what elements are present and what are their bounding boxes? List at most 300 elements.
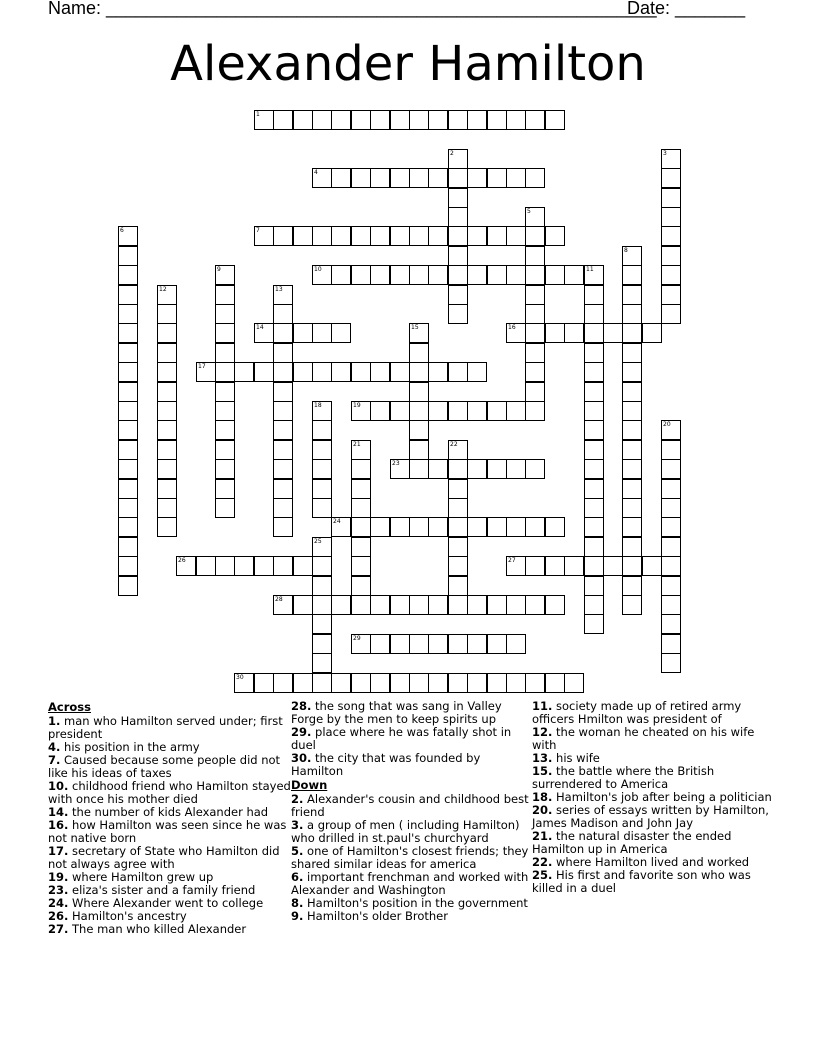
grid-cell[interactable] bbox=[448, 285, 468, 305]
grid-cell[interactable] bbox=[293, 673, 313, 693]
grid-cell[interactable] bbox=[157, 440, 177, 460]
grid-cell[interactable] bbox=[448, 459, 468, 479]
grid-cell[interactable] bbox=[273, 285, 293, 305]
grid-cell[interactable] bbox=[331, 595, 351, 615]
grid-cell[interactable] bbox=[661, 537, 681, 557]
grid-cell[interactable] bbox=[622, 285, 642, 305]
grid-cell[interactable] bbox=[564, 556, 584, 576]
grid-cell[interactable] bbox=[273, 479, 293, 499]
grid-cell[interactable] bbox=[118, 323, 138, 343]
grid-cell[interactable] bbox=[390, 226, 410, 246]
grid-cell[interactable] bbox=[584, 498, 604, 518]
grid-cell[interactable] bbox=[351, 673, 371, 693]
grid-cell[interactable] bbox=[525, 595, 545, 615]
grid-cell[interactable] bbox=[215, 304, 235, 324]
grid-cell[interactable] bbox=[487, 265, 507, 285]
grid-cell[interactable] bbox=[312, 498, 332, 518]
grid-cell[interactable] bbox=[215, 362, 235, 382]
grid-cell[interactable] bbox=[390, 401, 410, 421]
grid-cell[interactable] bbox=[273, 459, 293, 479]
grid-cell[interactable] bbox=[351, 595, 371, 615]
grid-cell[interactable] bbox=[545, 556, 565, 576]
grid-cell[interactable] bbox=[273, 362, 293, 382]
grid-cell[interactable] bbox=[525, 207, 545, 227]
grid-cell[interactable] bbox=[448, 168, 468, 188]
grid-cell[interactable] bbox=[409, 265, 429, 285]
grid-cell[interactable] bbox=[622, 382, 642, 402]
grid-cell[interactable] bbox=[525, 517, 545, 537]
grid-cell[interactable] bbox=[312, 226, 332, 246]
grid-cell[interactable] bbox=[351, 576, 371, 596]
grid-cell[interactable] bbox=[622, 537, 642, 557]
grid-cell[interactable] bbox=[215, 401, 235, 421]
grid-cell[interactable] bbox=[312, 614, 332, 634]
grid-cell[interactable] bbox=[622, 556, 642, 576]
grid-cell[interactable] bbox=[545, 110, 565, 130]
grid-cell[interactable] bbox=[118, 382, 138, 402]
grid-cell[interactable] bbox=[661, 653, 681, 673]
grid-cell[interactable] bbox=[273, 382, 293, 402]
grid-cell[interactable] bbox=[273, 420, 293, 440]
grid-cell[interactable] bbox=[370, 265, 390, 285]
grid-cell[interactable] bbox=[428, 401, 448, 421]
grid-cell[interactable] bbox=[312, 168, 332, 188]
grid-cell[interactable] bbox=[584, 537, 604, 557]
grid-cell[interactable] bbox=[506, 634, 526, 654]
grid-cell[interactable] bbox=[467, 362, 487, 382]
grid-cell[interactable] bbox=[293, 556, 313, 576]
grid-cell[interactable] bbox=[661, 595, 681, 615]
grid-cell[interactable] bbox=[273, 226, 293, 246]
grid-cell[interactable] bbox=[331, 517, 351, 537]
grid-cell[interactable] bbox=[370, 226, 390, 246]
grid-cell[interactable] bbox=[273, 323, 293, 343]
grid-cell[interactable] bbox=[157, 498, 177, 518]
grid-cell[interactable] bbox=[622, 498, 642, 518]
grid-cell[interactable] bbox=[467, 110, 487, 130]
grid-cell[interactable] bbox=[157, 323, 177, 343]
grid-cell[interactable] bbox=[273, 440, 293, 460]
grid-cell[interactable] bbox=[215, 343, 235, 363]
grid-cell[interactable] bbox=[487, 673, 507, 693]
grid-cell[interactable] bbox=[506, 673, 526, 693]
grid-cell[interactable] bbox=[215, 382, 235, 402]
grid-cell[interactable] bbox=[293, 362, 313, 382]
grid-cell[interactable] bbox=[448, 149, 468, 169]
grid-cell[interactable] bbox=[622, 265, 642, 285]
grid-cell[interactable] bbox=[545, 517, 565, 537]
grid-cell[interactable] bbox=[525, 110, 545, 130]
grid-cell[interactable] bbox=[622, 304, 642, 324]
grid-cell[interactable] bbox=[584, 576, 604, 596]
grid-cell[interactable] bbox=[215, 440, 235, 460]
grid-cell[interactable] bbox=[312, 634, 332, 654]
grid-cell[interactable] bbox=[545, 265, 565, 285]
grid-cell[interactable] bbox=[390, 110, 410, 130]
grid-cell[interactable] bbox=[661, 265, 681, 285]
grid-cell[interactable] bbox=[118, 343, 138, 363]
grid-cell[interactable] bbox=[157, 285, 177, 305]
grid-cell[interactable] bbox=[409, 168, 429, 188]
grid-cell[interactable] bbox=[622, 440, 642, 460]
grid-cell[interactable] bbox=[428, 595, 448, 615]
grid-cell[interactable] bbox=[390, 362, 410, 382]
grid-cell[interactable] bbox=[157, 304, 177, 324]
grid-cell[interactable] bbox=[525, 343, 545, 363]
grid-cell[interactable] bbox=[312, 479, 332, 499]
grid-cell[interactable] bbox=[622, 517, 642, 537]
grid-cell[interactable] bbox=[448, 226, 468, 246]
grid-cell[interactable] bbox=[157, 479, 177, 499]
grid-cell[interactable] bbox=[622, 459, 642, 479]
grid-cell[interactable] bbox=[351, 226, 371, 246]
grid-cell[interactable] bbox=[409, 517, 429, 537]
grid-cell[interactable] bbox=[215, 285, 235, 305]
grid-cell[interactable] bbox=[603, 323, 623, 343]
grid-cell[interactable] bbox=[467, 595, 487, 615]
grid-cell[interactable] bbox=[603, 556, 623, 576]
grid-cell[interactable] bbox=[661, 304, 681, 324]
grid-cell[interactable] bbox=[525, 673, 545, 693]
grid-cell[interactable] bbox=[661, 188, 681, 208]
grid-cell[interactable] bbox=[215, 323, 235, 343]
grid-cell[interactable] bbox=[157, 420, 177, 440]
grid-cell[interactable] bbox=[506, 226, 526, 246]
grid-cell[interactable] bbox=[312, 653, 332, 673]
grid-cell[interactable] bbox=[273, 595, 293, 615]
grid-cell[interactable] bbox=[487, 401, 507, 421]
grid-cell[interactable] bbox=[312, 459, 332, 479]
grid-cell[interactable] bbox=[118, 576, 138, 596]
grid-cell[interactable] bbox=[661, 634, 681, 654]
grid-cell[interactable] bbox=[215, 479, 235, 499]
grid-cell[interactable] bbox=[525, 304, 545, 324]
grid-cell[interactable] bbox=[409, 343, 429, 363]
grid-cell[interactable] bbox=[428, 634, 448, 654]
grid-cell[interactable] bbox=[312, 556, 332, 576]
grid-cell[interactable] bbox=[584, 614, 604, 634]
grid-cell[interactable] bbox=[487, 110, 507, 130]
grid-cell[interactable] bbox=[273, 556, 293, 576]
grid-cell[interactable] bbox=[351, 498, 371, 518]
grid-cell[interactable] bbox=[118, 498, 138, 518]
grid-cell[interactable] bbox=[506, 595, 526, 615]
grid-cell[interactable] bbox=[487, 634, 507, 654]
grid-cell[interactable] bbox=[661, 285, 681, 305]
grid-cell[interactable] bbox=[157, 382, 177, 402]
grid-cell[interactable] bbox=[448, 246, 468, 266]
grid-cell[interactable] bbox=[584, 265, 604, 285]
grid-cell[interactable] bbox=[584, 479, 604, 499]
grid-cell[interactable] bbox=[525, 401, 545, 421]
grid-cell[interactable] bbox=[293, 595, 313, 615]
grid-cell[interactable] bbox=[448, 556, 468, 576]
grid-cell[interactable] bbox=[351, 556, 371, 576]
grid-cell[interactable] bbox=[622, 479, 642, 499]
grid-cell[interactable] bbox=[584, 343, 604, 363]
grid-cell[interactable] bbox=[409, 110, 429, 130]
grid-cell[interactable] bbox=[661, 149, 681, 169]
grid-cell[interactable] bbox=[351, 634, 371, 654]
grid-cell[interactable] bbox=[331, 362, 351, 382]
grid-cell[interactable] bbox=[487, 517, 507, 537]
grid-cell[interactable] bbox=[506, 168, 526, 188]
grid-cell[interactable] bbox=[118, 479, 138, 499]
grid-cell[interactable] bbox=[196, 362, 216, 382]
grid-cell[interactable] bbox=[351, 517, 371, 537]
grid-cell[interactable] bbox=[622, 420, 642, 440]
grid-cell[interactable] bbox=[409, 440, 429, 460]
grid-cell[interactable] bbox=[118, 246, 138, 266]
grid-cell[interactable] bbox=[525, 323, 545, 343]
grid-cell[interactable] bbox=[254, 110, 274, 130]
grid-cell[interactable] bbox=[273, 110, 293, 130]
grid-cell[interactable] bbox=[584, 517, 604, 537]
grid-cell[interactable] bbox=[331, 265, 351, 285]
grid-cell[interactable] bbox=[622, 343, 642, 363]
grid-cell[interactable] bbox=[215, 420, 235, 440]
grid-cell[interactable] bbox=[370, 673, 390, 693]
grid-cell[interactable] bbox=[448, 304, 468, 324]
grid-cell[interactable] bbox=[351, 401, 371, 421]
grid-cell[interactable] bbox=[467, 634, 487, 654]
grid-cell[interactable] bbox=[467, 517, 487, 537]
grid-cell[interactable] bbox=[273, 304, 293, 324]
grid-cell[interactable] bbox=[370, 517, 390, 537]
grid-cell[interactable] bbox=[312, 673, 332, 693]
grid-cell[interactable] bbox=[545, 323, 565, 343]
grid-cell[interactable] bbox=[331, 226, 351, 246]
grid-cell[interactable] bbox=[622, 323, 642, 343]
grid-cell[interactable] bbox=[293, 323, 313, 343]
grid-cell[interactable] bbox=[525, 226, 545, 246]
grid-cell[interactable] bbox=[351, 362, 371, 382]
grid-cell[interactable] bbox=[448, 265, 468, 285]
grid-cell[interactable] bbox=[312, 420, 332, 440]
grid-cell[interactable] bbox=[331, 168, 351, 188]
grid-cell[interactable] bbox=[506, 110, 526, 130]
grid-cell[interactable] bbox=[312, 265, 332, 285]
grid-cell[interactable] bbox=[487, 168, 507, 188]
grid-cell[interactable] bbox=[661, 459, 681, 479]
grid-cell[interactable] bbox=[273, 498, 293, 518]
grid-cell[interactable] bbox=[564, 323, 584, 343]
grid-cell[interactable] bbox=[525, 168, 545, 188]
grid-cell[interactable] bbox=[215, 459, 235, 479]
grid-cell[interactable] bbox=[525, 362, 545, 382]
grid-cell[interactable] bbox=[506, 401, 526, 421]
grid-cell[interactable] bbox=[584, 420, 604, 440]
grid-cell[interactable] bbox=[118, 420, 138, 440]
grid-cell[interactable] bbox=[448, 498, 468, 518]
grid-cell[interactable] bbox=[409, 595, 429, 615]
grid-cell[interactable] bbox=[118, 556, 138, 576]
grid-cell[interactable] bbox=[545, 226, 565, 246]
grid-cell[interactable] bbox=[506, 323, 526, 343]
grid-cell[interactable] bbox=[273, 673, 293, 693]
grid-cell[interactable] bbox=[448, 673, 468, 693]
grid-cell[interactable] bbox=[448, 440, 468, 460]
grid-cell[interactable] bbox=[467, 459, 487, 479]
grid-cell[interactable] bbox=[390, 265, 410, 285]
grid-cell[interactable] bbox=[390, 459, 410, 479]
grid-cell[interactable] bbox=[331, 673, 351, 693]
grid-cell[interactable] bbox=[351, 440, 371, 460]
grid-cell[interactable] bbox=[331, 110, 351, 130]
grid-cell[interactable] bbox=[564, 265, 584, 285]
grid-cell[interactable] bbox=[506, 459, 526, 479]
grid-cell[interactable] bbox=[273, 517, 293, 537]
grid-cell[interactable] bbox=[390, 595, 410, 615]
grid-cell[interactable] bbox=[312, 323, 332, 343]
grid-cell[interactable] bbox=[351, 110, 371, 130]
grid-cell[interactable] bbox=[118, 265, 138, 285]
grid-cell[interactable] bbox=[642, 323, 662, 343]
grid-cell[interactable] bbox=[118, 537, 138, 557]
grid-cell[interactable] bbox=[390, 168, 410, 188]
grid-cell[interactable] bbox=[448, 576, 468, 596]
grid-cell[interactable] bbox=[370, 401, 390, 421]
grid-cell[interactable] bbox=[409, 420, 429, 440]
grid-cell[interactable] bbox=[428, 168, 448, 188]
grid-cell[interactable] bbox=[661, 420, 681, 440]
grid-cell[interactable] bbox=[390, 634, 410, 654]
grid-cell[interactable] bbox=[622, 362, 642, 382]
grid-cell[interactable] bbox=[234, 556, 254, 576]
grid-cell[interactable] bbox=[448, 479, 468, 499]
grid-cell[interactable] bbox=[254, 362, 274, 382]
grid-cell[interactable] bbox=[351, 168, 371, 188]
grid-cell[interactable] bbox=[448, 401, 468, 421]
grid-cell[interactable] bbox=[448, 537, 468, 557]
grid-cell[interactable] bbox=[409, 459, 429, 479]
grid-cell[interactable] bbox=[487, 595, 507, 615]
grid-cell[interactable] bbox=[409, 673, 429, 693]
grid-cell[interactable] bbox=[118, 517, 138, 537]
grid-cell[interactable] bbox=[584, 362, 604, 382]
grid-cell[interactable] bbox=[584, 323, 604, 343]
grid-cell[interactable] bbox=[273, 401, 293, 421]
grid-cell[interactable] bbox=[622, 595, 642, 615]
grid-cell[interactable] bbox=[661, 614, 681, 634]
grid-cell[interactable] bbox=[467, 265, 487, 285]
grid-cell[interactable] bbox=[254, 673, 274, 693]
grid-cell[interactable] bbox=[661, 498, 681, 518]
grid-cell[interactable] bbox=[409, 362, 429, 382]
grid-cell[interactable] bbox=[487, 226, 507, 246]
grid-cell[interactable] bbox=[409, 401, 429, 421]
grid-cell[interactable] bbox=[661, 517, 681, 537]
grid-cell[interactable] bbox=[196, 556, 216, 576]
grid-cell[interactable] bbox=[467, 401, 487, 421]
grid-cell[interactable] bbox=[312, 440, 332, 460]
grid-cell[interactable] bbox=[409, 634, 429, 654]
grid-cell[interactable] bbox=[622, 576, 642, 596]
grid-cell[interactable] bbox=[661, 226, 681, 246]
grid-cell[interactable] bbox=[428, 459, 448, 479]
grid-cell[interactable] bbox=[312, 401, 332, 421]
grid-cell[interactable] bbox=[448, 188, 468, 208]
grid-cell[interactable] bbox=[370, 595, 390, 615]
grid-cell[interactable] bbox=[215, 498, 235, 518]
grid-cell[interactable] bbox=[584, 382, 604, 402]
grid-cell[interactable] bbox=[370, 110, 390, 130]
grid-cell[interactable] bbox=[448, 517, 468, 537]
grid-cell[interactable] bbox=[525, 246, 545, 266]
grid-cell[interactable] bbox=[118, 304, 138, 324]
grid-cell[interactable] bbox=[215, 556, 235, 576]
grid-cell[interactable] bbox=[409, 382, 429, 402]
grid-cell[interactable] bbox=[448, 207, 468, 227]
date-field[interactable]: Date: _______ bbox=[627, 0, 746, 18]
grid-cell[interactable] bbox=[642, 556, 662, 576]
grid-cell[interactable] bbox=[409, 323, 429, 343]
grid-cell[interactable] bbox=[157, 343, 177, 363]
grid-cell[interactable] bbox=[428, 362, 448, 382]
grid-cell[interactable] bbox=[312, 595, 332, 615]
grid-cell[interactable] bbox=[428, 265, 448, 285]
grid-cell[interactable] bbox=[506, 265, 526, 285]
grid-cell[interactable] bbox=[118, 226, 138, 246]
grid-cell[interactable] bbox=[661, 440, 681, 460]
grid-cell[interactable] bbox=[390, 673, 410, 693]
grid-cell[interactable] bbox=[370, 362, 390, 382]
grid-cell[interactable] bbox=[157, 401, 177, 421]
grid-cell[interactable] bbox=[467, 673, 487, 693]
grid-cell[interactable] bbox=[234, 673, 254, 693]
grid-cell[interactable] bbox=[118, 401, 138, 421]
grid-cell[interactable] bbox=[525, 285, 545, 305]
grid-cell[interactable] bbox=[448, 595, 468, 615]
grid-cell[interactable] bbox=[467, 226, 487, 246]
grid-cell[interactable] bbox=[584, 285, 604, 305]
grid-cell[interactable] bbox=[390, 517, 410, 537]
grid-cell[interactable] bbox=[661, 556, 681, 576]
grid-cell[interactable] bbox=[157, 517, 177, 537]
grid-cell[interactable] bbox=[254, 323, 274, 343]
grid-cell[interactable] bbox=[312, 110, 332, 130]
grid-cell[interactable] bbox=[428, 110, 448, 130]
grid-cell[interactable] bbox=[409, 226, 429, 246]
grid-cell[interactable] bbox=[273, 343, 293, 363]
grid-cell[interactable] bbox=[584, 440, 604, 460]
grid-cell[interactable] bbox=[525, 265, 545, 285]
grid-cell[interactable] bbox=[428, 673, 448, 693]
grid-cell[interactable] bbox=[176, 556, 196, 576]
grid-cell[interactable] bbox=[584, 556, 604, 576]
grid-cell[interactable] bbox=[545, 673, 565, 693]
grid-cell[interactable] bbox=[506, 517, 526, 537]
grid-cell[interactable] bbox=[661, 207, 681, 227]
grid-cell[interactable] bbox=[584, 401, 604, 421]
grid-cell[interactable] bbox=[215, 265, 235, 285]
grid-cell[interactable] bbox=[234, 362, 254, 382]
grid-cell[interactable] bbox=[448, 634, 468, 654]
grid-cell[interactable] bbox=[351, 537, 371, 557]
grid-cell[interactable] bbox=[506, 556, 526, 576]
grid-cell[interactable] bbox=[312, 576, 332, 596]
grid-cell[interactable] bbox=[312, 537, 332, 557]
grid-cell[interactable] bbox=[254, 226, 274, 246]
grid-cell[interactable] bbox=[448, 110, 468, 130]
grid-cell[interactable] bbox=[545, 595, 565, 615]
grid-cell[interactable] bbox=[351, 479, 371, 499]
grid-cell[interactable] bbox=[525, 382, 545, 402]
grid-cell[interactable] bbox=[254, 556, 274, 576]
grid-cell[interactable] bbox=[331, 323, 351, 343]
name-field[interactable]: Name: _______________________________________________________ bbox=[48, 0, 657, 18]
grid-cell[interactable] bbox=[428, 226, 448, 246]
